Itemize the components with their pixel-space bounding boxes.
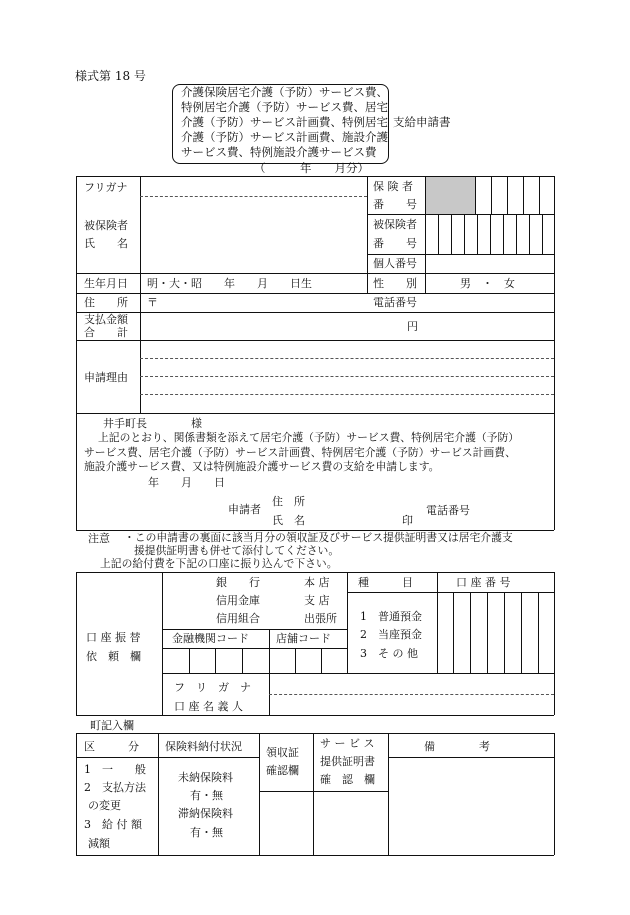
bank-right-border bbox=[554, 572, 555, 715]
applicant-phone-label: 電話番号 bbox=[426, 504, 470, 517]
insured-number-label-1: 被保険者 bbox=[373, 218, 417, 231]
town-bottom-border bbox=[76, 855, 554, 856]
payment-label-1: 支払金額 bbox=[84, 313, 128, 326]
label-col-divider-lower bbox=[140, 293, 141, 413]
bank-code-divider bbox=[269, 629, 270, 715]
insured-name-label-2: 氏 名 bbox=[84, 237, 128, 250]
notes-line-1: ・この申請書の裏面に該当月分の領収証及びサービス提供証明書又は居宅介護支 bbox=[124, 531, 513, 544]
row-line bbox=[76, 312, 554, 313]
inst-type-shinkin: 信用金庫 bbox=[216, 594, 260, 607]
town-header-line bbox=[259, 791, 313, 792]
receipt-header-1: 領収証 bbox=[266, 746, 299, 759]
title-line-5: サービス費、特例施設介護サービス費 bbox=[181, 145, 377, 159]
declaration-line-2: サービス費、居宅介護（予防）サービス計画費、特例居宅介護（予防）サービス計画費、 bbox=[84, 446, 516, 459]
category-benefit-reduction-cont: 減額 bbox=[88, 837, 110, 850]
bank-section-label-2: 依 頼 欄 bbox=[86, 650, 141, 663]
applicant-name-label: 氏 名 bbox=[272, 514, 305, 527]
applicant-label: 申請者 bbox=[228, 503, 261, 516]
account-type-other: 3 そ の 他 bbox=[360, 647, 418, 660]
main-top-border bbox=[76, 176, 554, 177]
account-type-current: 2 当座預金 bbox=[360, 628, 422, 641]
name-col-divider bbox=[367, 176, 368, 293]
premium-header: 保険料納付状況 bbox=[165, 740, 242, 753]
bank-code-header-line bbox=[162, 629, 347, 630]
insurer-digit-sep bbox=[491, 176, 492, 214]
town-header-line bbox=[76, 757, 158, 758]
branch-code-sep bbox=[295, 648, 296, 673]
bank-type-divider bbox=[347, 572, 348, 673]
branch-type-main: 本 店 bbox=[304, 576, 330, 589]
inst-code-sep bbox=[242, 648, 243, 673]
town-col-divider bbox=[158, 733, 159, 855]
sex-value: 男 ・ 女 bbox=[460, 277, 515, 290]
notes-line-3: 上記の給付費を下記の口座に振り込んで下さい。 bbox=[100, 557, 338, 570]
town-header-line bbox=[158, 757, 259, 758]
postal-mark: 〒 bbox=[147, 296, 158, 309]
title-period: （ 年 月分） bbox=[254, 161, 369, 175]
town-col-divider bbox=[388, 733, 389, 855]
account-digit-sep bbox=[470, 592, 471, 673]
insured-digit-sep bbox=[516, 214, 517, 254]
form-number: 様式第 18 号 bbox=[75, 69, 146, 83]
account-type-ordinary: 1 普通預金 bbox=[360, 610, 422, 623]
premium-arrears-value: 有・無 bbox=[190, 826, 223, 839]
bank-holder-dash bbox=[269, 694, 554, 695]
account-digit-sep bbox=[453, 592, 454, 673]
account-digit-sep bbox=[504, 592, 505, 673]
category-benefit-reduction: 3 給 付 額 bbox=[84, 818, 142, 831]
insured-digit-sep bbox=[542, 214, 543, 254]
insurer-digit-sep bbox=[507, 176, 508, 214]
holder-kana-label: フ リ ガ ナ bbox=[174, 681, 251, 694]
insured-digit-sep bbox=[529, 214, 530, 254]
insured-digit-sep bbox=[477, 214, 478, 254]
notes-prefix: 注意 bbox=[88, 532, 110, 545]
branch-code-label: 店舗コード bbox=[276, 632, 331, 645]
bank-type-header-line bbox=[347, 592, 554, 593]
personal-number-label: 個人番号 bbox=[373, 257, 417, 270]
town-header-line bbox=[388, 757, 554, 758]
town-top-border bbox=[76, 733, 554, 734]
account-digit-sep bbox=[521, 592, 522, 673]
payment-label-2: 合 計 bbox=[84, 326, 128, 339]
premium-unpaid-value: 有・無 bbox=[190, 789, 223, 802]
insurer-number-label-1: 保 険 者 bbox=[373, 180, 413, 193]
holder-name-label: 口 座 名 義 人 bbox=[174, 700, 243, 713]
declaration-date: 年 月 日 bbox=[148, 476, 225, 489]
insured-digit-sep bbox=[464, 214, 465, 254]
inst-code-sep bbox=[215, 648, 216, 673]
town-col-divider bbox=[313, 733, 314, 855]
service-header-2: 提供証明書 bbox=[320, 755, 375, 768]
row-line bbox=[76, 340, 554, 341]
phone-label: 電話番号 bbox=[373, 296, 417, 309]
bank-account-divider bbox=[437, 572, 438, 673]
insurer-digit-sep bbox=[539, 176, 540, 214]
remarks-header: 備 考 bbox=[424, 740, 490, 753]
payment-unit: 円 bbox=[407, 320, 418, 333]
notes-line-2: 援提供証明書も併せて添付してください。 bbox=[134, 544, 340, 557]
insurer-number-label-2: 番 号 bbox=[373, 198, 417, 211]
reason-dash-line bbox=[140, 358, 554, 359]
town-right-border bbox=[554, 733, 555, 855]
insured-digit-sep bbox=[503, 214, 504, 254]
town-section-label: 町記入欄 bbox=[90, 719, 134, 732]
insured-name-label-1: 被保険者 bbox=[84, 219, 128, 232]
inst-code-label: 金融機関コード bbox=[172, 632, 249, 645]
inst-type-kumiai: 信用組合 bbox=[216, 612, 260, 625]
bank-label-divider bbox=[162, 572, 163, 715]
account-number-header: 口 座 番 号 bbox=[456, 576, 511, 589]
category-payment-method: 2 支払方法 bbox=[84, 781, 146, 794]
town-col-divider bbox=[259, 733, 260, 855]
category-header: 区 分 bbox=[84, 740, 139, 753]
premium-unpaid-label: 未納保険料 bbox=[178, 771, 233, 784]
service-header-1: サ ー ビ ス bbox=[320, 737, 375, 750]
branch-type-office: 出張所 bbox=[304, 612, 337, 625]
sex-col-divider bbox=[425, 273, 426, 293]
account-digit-sep bbox=[487, 592, 488, 673]
row-line bbox=[367, 214, 554, 215]
insurer-digit-sep bbox=[523, 176, 524, 214]
row-line bbox=[367, 254, 554, 255]
row-line bbox=[76, 413, 554, 414]
insurer-number-shaded-box bbox=[426, 177, 475, 214]
title-suffix: 支給申請書 bbox=[393, 115, 451, 129]
insured-digit-sep bbox=[490, 214, 491, 254]
branch-type-branch: 支 店 bbox=[304, 594, 330, 607]
account-type-header: 種 目 bbox=[358, 576, 413, 589]
furigana-label: フリガナ bbox=[84, 181, 128, 194]
bank-section-label-1: 口 座 振 替 bbox=[86, 631, 141, 644]
row-line bbox=[76, 273, 554, 274]
reason-label: 申請理由 bbox=[84, 371, 128, 384]
main-right-border bbox=[554, 176, 555, 530]
receipt-header-2: 確認欄 bbox=[266, 764, 299, 777]
town-left-border bbox=[76, 733, 77, 855]
bank-left-border bbox=[76, 572, 77, 715]
row-line bbox=[76, 293, 554, 294]
account-digit-sep bbox=[538, 592, 539, 673]
town-header-line bbox=[313, 791, 388, 792]
applicant-address-label: 住 所 bbox=[272, 495, 305, 508]
addressee: 井手町長 様 bbox=[103, 417, 202, 430]
insurer-digit-sep bbox=[475, 176, 476, 214]
reason-dash-line bbox=[140, 394, 554, 395]
birth-value: 明・大・昭 年 月 日生 bbox=[147, 277, 312, 290]
label-col-divider bbox=[140, 176, 141, 293]
category-general: 1 一 般 bbox=[84, 763, 146, 776]
branch-code-sep bbox=[321, 648, 322, 673]
insured-digit-sep bbox=[438, 214, 439, 254]
title-line-3: 介護（予防）サービス計画費、特例居宅 bbox=[181, 115, 388, 129]
insured-number-label-2: 番 号 bbox=[373, 237, 417, 250]
main-left-border bbox=[76, 176, 77, 530]
premium-arrears-label: 滞納保険料 bbox=[178, 807, 233, 820]
reason-dash-line bbox=[140, 376, 554, 377]
seal-mark: 印 bbox=[402, 514, 413, 527]
declaration-line-1: 上記のとおり、関係書類を添えて居宅介護（予防）サービス費、特例居宅介護（予防） bbox=[98, 431, 520, 444]
sex-label: 性 別 bbox=[373, 277, 417, 290]
declaration-line-3: 施設介護サービス費、又は特例施設介護サービス費の支給を申請します。 bbox=[84, 460, 440, 473]
bank-top-border bbox=[76, 572, 554, 573]
title-line-2: 特例居宅介護（予防）サービス費、居宅 bbox=[181, 100, 388, 114]
insured-digit-sep bbox=[451, 214, 452, 254]
address-label: 住 所 bbox=[84, 296, 128, 309]
title-line-4: 介護（予防）サービス計画費、施設介護 bbox=[181, 130, 388, 144]
service-header-3: 確 認 欄 bbox=[320, 773, 375, 786]
bank-bottom-border bbox=[76, 715, 554, 716]
inst-code-sep bbox=[189, 648, 190, 673]
birth-label: 生年月日 bbox=[84, 277, 128, 290]
inst-type-bank: 銀 行 bbox=[216, 576, 260, 589]
category-payment-method-cont: の変更 bbox=[88, 799, 121, 812]
furigana-divider bbox=[140, 196, 367, 197]
bank-holder-line bbox=[162, 673, 554, 674]
title-line-1: 介護保険居宅介護（予防）サービス費、 bbox=[181, 85, 388, 99]
